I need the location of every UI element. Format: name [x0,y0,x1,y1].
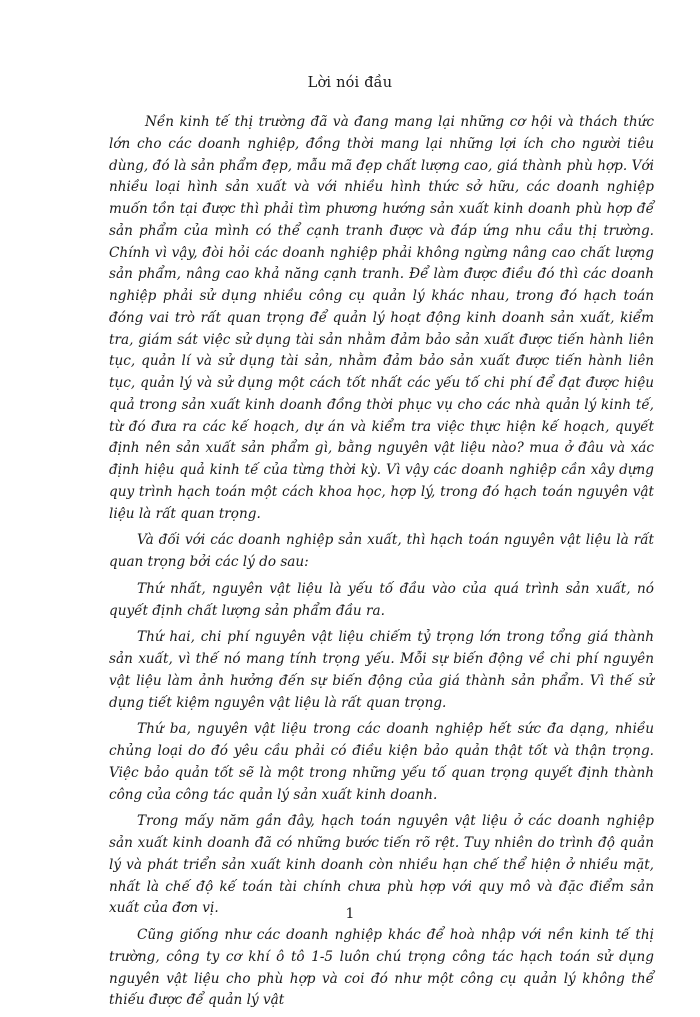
page-number: 1 [345,906,355,922]
page-title: Lời nói đầu [307,75,393,91]
paragraph-reasons-lead: Và đối với các doanh nghiệp sản xuất, thì hạch toán nguyên vật liệu là rất quan trọng bởi các lý do sau: [109,532,654,570]
paragraph-reason-third: Thứ ba, nguyên vật liệu trong các doanh nghiệp hết sức đa dạng, nhiều chủng loại do đó yêu cầu phải có điều kiện bảo quản thật tốt và thận trọng. Việc bảo quản tốt sẽ là một trong những yếu tố quan trọng quyết định thành công của công tác quản lý sản xuất kinh doanh. [109,721,654,803]
paragraph-recent-years: Trong mấy năm gần đây, hạch toán nguyên vật liệu ở các doanh nghiệp sản xuất kinh doanh đã có những bước tiến rõ rệt. Tuy nhiên do trình độ quản lý và phát triển sản xuất kinh doanh còn nhiều hạn chế thể hiện ở nhiều mặt, nhất là chế độ kế toán tài chính chưa phù hợp với quy mô và đặc điểm sản xuất của đơn vị. [109,813,654,917]
paragraph-reason-second: Thứ hai, chi phí nguyên vật liệu chiếm tỷ trọng lớn trong tổng giá thành sản xuất, vì thế nó mang tính trọng yếu. Mỗi sự biến động về chi phí nguyên vật liệu làm ảnh hưởng đến sự biến động của giá thành sản phẩm. Vì thế sử dụng tiết kiệm nguyên vật liệu là rất quan trọng. [109,629,654,711]
paragraph-company: Cũng giống như các doanh nghiệp khác để hoà nhập với nền kinh tế thị trường, công ty cơ khí ô tô 1-5 luôn chú trọng công tác hạch toán sử dụng nguyên vật liệu cho phù hợp và coi đó như một công cụ quản lý không thể thiếu được để quản lý vật [109,927,654,1009]
paragraph-reason-first: Thứ nhất, nguyên vật liệu là yếu tố đầu vào của quá trình sản xuất, nó quyết định chất lượng sản phẩm đầu ra. [109,580,654,619]
body-text [109,112,654,1017]
paragraph-intro: Nền kinh tế thị trường đã và đang mang lại những cơ hội và thách thức lớn cho các doanh nghiệp, đồng thời mang lại những lợi ích cho người tiêu dùng, đó là sản phẩm đẹp, mẫu mã đẹp chất lượng cao, giá thành phù hợp. Với nhiều loại hình sản xuất và với nhiều hình thức sở hữu, các doanh nghiệp muốn tồn tại được thì phải tìm phương hướng sản xuất kinh doanh phù hợp để sản phẩm của mình có thể cạnh tranh được và đáp ứng nhu cầu thị trường. Chính vì vậy, đòi hỏi các doanh nghiệp phải không ngừng nâng cao chất lượng sản phẩm, nâng cao khả năng cạnh tranh. Để làm được điều đó thì các doanh nghiệp phải sử dụng nhiều công cụ quản lý khác nhau, trong đó hạch toán đóng vai trò rất quan trọng để quản lý hoạt động kinh doanh sản xuất, kiểm tra, giám sát việc sử dụng tài sản nhằm đảm bảo sản xuất được tiến hành liên tục, quản lí và sử dụng tài sản, nhằm đảm bảo sản xuất được tiến hành liên tục, quản lý và sử dụng một cách tốt nhất các yếu tố chi phí để đạt được hiệu quả trong sản xuất kinh doanh đồng thời phục vụ cho các nhà quản lý kinh tế, từ đó đưa ra các kế hoạch, dự án và kiểm tra việc thực hiện kế hoạch, quyết định nên sản xuất sản phẩm gì, bằng nguyên vật liệu nào? mua ở đâu và xác định hiệu quả kinh tế của từng thời kỳ. Vì vậy các doanh nghiệp cần xây dựng quy trình hạch toán một cách khoa học, hợp lý, trong đó hạch toán nguyên vật liệu là rất quan trọng. [109,114,654,522]
